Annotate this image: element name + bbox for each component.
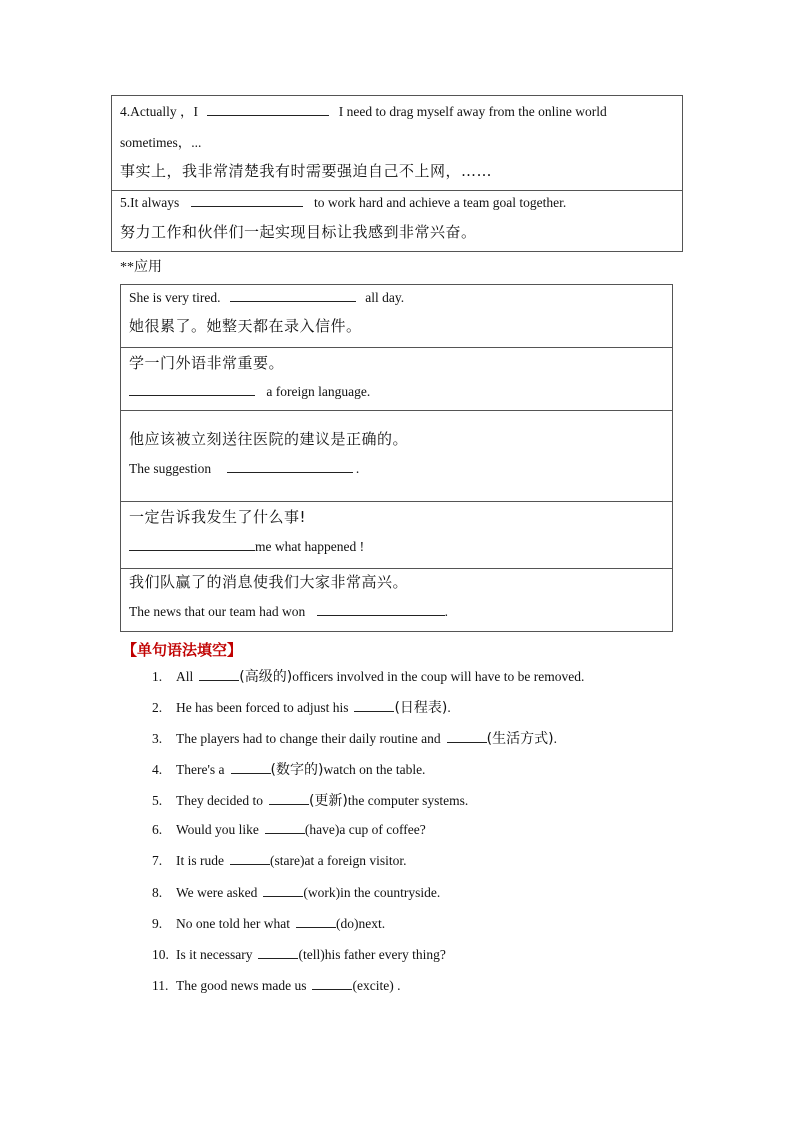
item-blank[interactable] xyxy=(258,946,298,959)
table-row-app-2 xyxy=(121,348,672,411)
item-text-before: The good news made us xyxy=(176,978,307,993)
app-4-blank[interactable] xyxy=(129,538,255,551)
app-4-chinese: 一定告诉我发生了什么事! xyxy=(129,508,307,526)
app-1-text-end: all day. xyxy=(365,290,405,305)
item-text-before: They decided to xyxy=(176,793,263,808)
grammar-item xyxy=(152,884,440,901)
item-hint: (stare) xyxy=(270,853,305,868)
item-text-after: his father every thing? xyxy=(324,947,446,962)
grammar-section-title: 【单句语法填空】 xyxy=(122,641,243,659)
item-blank[interactable] xyxy=(231,761,271,774)
item-number: 7. xyxy=(152,853,163,868)
app-2-text-end: a foreign language. xyxy=(266,384,371,399)
item-text-before: The players had to change their daily routine and xyxy=(176,731,441,746)
item-hint: (tell) xyxy=(298,947,325,962)
grammar-item xyxy=(152,759,425,779)
item-blank[interactable] xyxy=(269,792,309,805)
item-number: 1. xyxy=(152,669,163,684)
item-blank[interactable] xyxy=(447,730,487,743)
item-number: 3. xyxy=(152,731,163,746)
application-label: **应用 xyxy=(120,260,162,275)
item-hint: (excite) xyxy=(352,978,394,993)
item-text-before: There's a xyxy=(176,762,225,777)
q5-blank[interactable] xyxy=(191,194,303,207)
item-blank[interactable] xyxy=(312,977,352,990)
item-number: 6. xyxy=(152,822,163,837)
q4-text-end: I need to drag myself away from the online world xyxy=(338,104,607,119)
grammar-item xyxy=(152,915,385,932)
item-text-before: It is rude xyxy=(176,853,224,868)
item-hint: (高级的) xyxy=(239,669,293,685)
app-3-blank[interactable] xyxy=(227,460,353,473)
item-text-after: officers involved in the coup will have to be removed. xyxy=(292,669,585,684)
item-number: 5. xyxy=(152,793,163,808)
item-text-after: a cup of coffee? xyxy=(339,822,426,837)
app-3-chinese: 他应该被立刻送往医院的建议是正确的。 xyxy=(129,430,409,448)
grammar-item xyxy=(152,666,584,686)
table-row-app-3 xyxy=(121,411,672,502)
item-number: 4. xyxy=(152,762,163,777)
item-text-before: Would you like xyxy=(176,822,259,837)
grammar-item xyxy=(152,821,426,838)
item-text-after: watch on the table. xyxy=(323,762,426,777)
item-text-before: He has been forced to adjust his xyxy=(176,700,349,715)
q4-chinese: 事实上，我非常清楚我有时需要强迫自己不上网，…… xyxy=(120,162,493,180)
app-2-chinese: 学一门外语非常重要。 xyxy=(129,354,285,372)
app-2-english xyxy=(129,383,664,400)
item-number: 2. xyxy=(152,700,163,715)
app-5-blank[interactable] xyxy=(317,603,445,616)
app-3-english xyxy=(129,460,664,477)
app-4-text-end: me what happened ! xyxy=(255,539,365,554)
item-hint: (数字的) xyxy=(270,762,324,778)
translation-table-top xyxy=(111,95,683,252)
app-4-english xyxy=(129,538,664,555)
item-text-after: next. xyxy=(358,916,386,931)
item-text-before: Is it necessary xyxy=(176,947,253,962)
app-5-chinese: 我们队赢了的消息使我们大家非常高兴。 xyxy=(129,573,409,591)
app-3-text-end: . xyxy=(355,461,360,476)
app-3-text-start: The suggestion xyxy=(129,461,212,476)
grammar-item xyxy=(152,697,451,717)
item-hint: (have) xyxy=(304,822,340,837)
item-text-after: . xyxy=(553,731,557,746)
app-5-english xyxy=(129,603,664,620)
table-row-app-5 xyxy=(121,569,672,631)
item-text-after: in the countryside. xyxy=(340,885,441,900)
q4-english-cont: sometimes，... xyxy=(120,135,202,150)
grammar-item xyxy=(152,790,468,810)
item-text-after: . xyxy=(393,978,401,993)
item-text-after: at a foreign visitor. xyxy=(304,853,407,868)
item-number: 10. xyxy=(152,947,169,962)
table-row-q5 xyxy=(112,191,682,251)
grammar-item xyxy=(152,728,557,748)
item-hint: (更新) xyxy=(308,793,348,809)
item-blank[interactable] xyxy=(263,884,303,897)
app-5-text-end: . xyxy=(444,604,448,619)
q4-text-start: 4.Actually ，I xyxy=(120,104,198,119)
q5-text-end: to work hard and achieve a team goal together. xyxy=(313,195,567,210)
app-1-text-start: She is very tired. xyxy=(129,290,221,305)
app-1-english xyxy=(129,289,664,306)
item-text-before: No one told her what xyxy=(176,916,290,931)
item-hint: (生活方式) xyxy=(486,731,554,747)
item-text-before: We were asked xyxy=(176,885,258,900)
grammar-item xyxy=(152,852,406,869)
q5-chinese: 努力工作和伙伴们一起实现目标让我感到非常兴奋。 xyxy=(120,223,477,241)
grammar-item xyxy=(152,946,446,963)
app-1-chinese: 她很累了。她整天都在录入信件。 xyxy=(129,317,362,335)
item-blank[interactable] xyxy=(296,915,336,928)
table-row-app-1 xyxy=(121,285,672,348)
item-number: 8. xyxy=(152,885,163,900)
item-hint: (do) xyxy=(335,916,359,931)
grammar-item xyxy=(152,977,400,994)
item-text-after: . xyxy=(447,700,451,715)
item-text-before: All xyxy=(176,669,194,684)
item-number: 9. xyxy=(152,916,163,931)
item-hint: (work) xyxy=(303,885,341,900)
item-blank[interactable] xyxy=(265,821,305,834)
q5-text-start: 5.It always xyxy=(120,195,180,210)
table-row-app-4 xyxy=(121,502,672,569)
q4-blank[interactable] xyxy=(207,103,329,116)
item-blank[interactable] xyxy=(230,852,270,865)
item-blank[interactable] xyxy=(199,668,239,681)
item-text-after: the computer systems. xyxy=(347,793,469,808)
item-blank[interactable] xyxy=(354,699,394,712)
application-table xyxy=(120,284,673,632)
table-row-q4 xyxy=(112,96,682,191)
q4-english-line xyxy=(120,100,674,120)
item-hint: (日程表) xyxy=(394,700,448,716)
item-number: 11. xyxy=(152,978,169,993)
app-5-text-start: The news that our team had won xyxy=(129,604,306,619)
q5-english-line xyxy=(120,194,674,211)
app-2-blank[interactable] xyxy=(129,383,255,396)
app-1-blank[interactable] xyxy=(230,289,356,302)
